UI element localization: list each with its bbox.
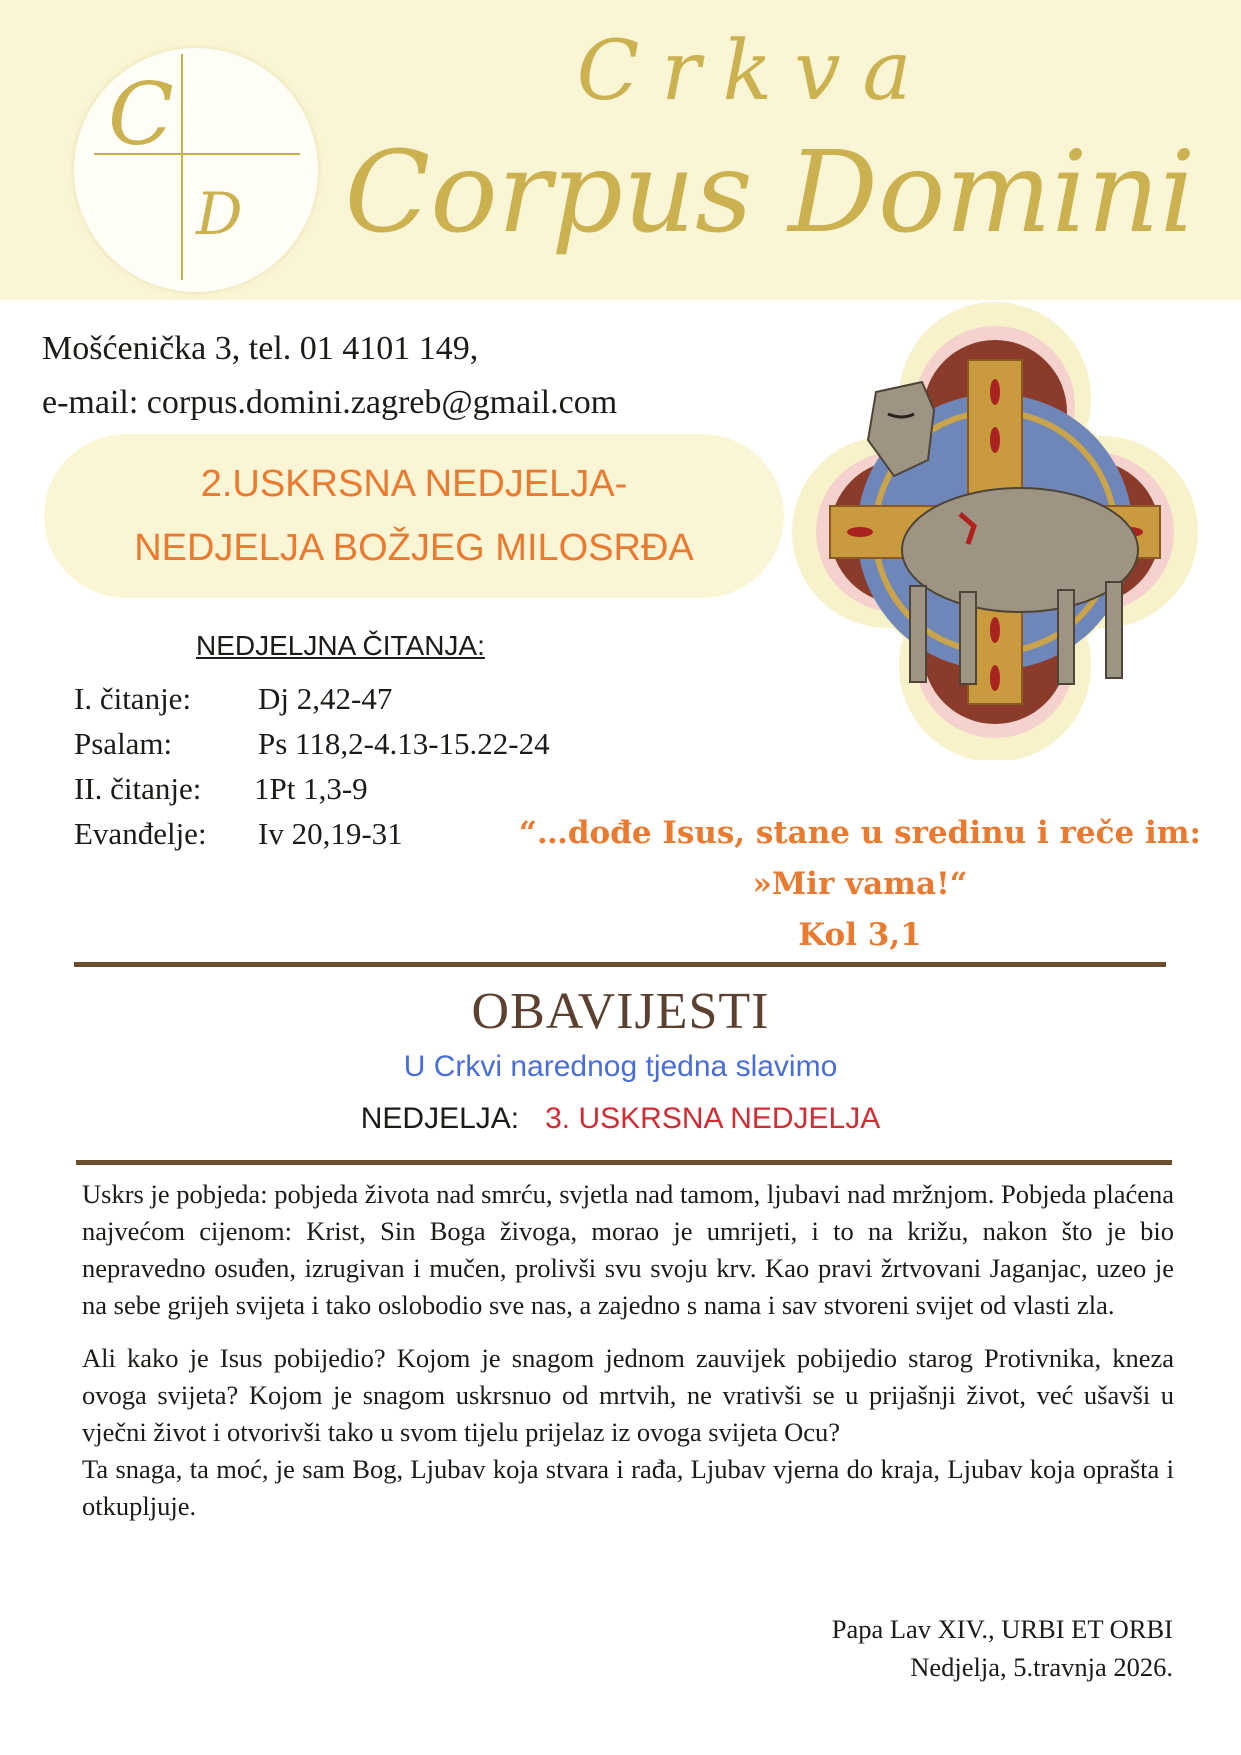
logo-letter-d: D [196, 180, 243, 248]
reading-name: II. čitanje: [74, 771, 202, 806]
reading-ref: Ps 118,2-4.13-15.22-24 [258, 726, 550, 761]
reading-ref: Dj 2,42-47 [258, 681, 393, 716]
church-logo [74, 48, 318, 292]
logo-letter-c: C [108, 65, 174, 165]
quote-line-1: “…dođe Isus, stane u sredinu i reče im: [518, 815, 1201, 851]
quote-line-2: »Mir vama!“ [752, 866, 968, 902]
signature [832, 1610, 1173, 1686]
address-line: Mošćenička 3, tel. 01 4101 149, [42, 330, 479, 367]
reading-ref: 1Pt 1,3-9 [254, 771, 368, 806]
gospel-quote [480, 808, 1240, 961]
homily-paragraph: Uskrs je pobjeda: pobjeda života nad smrću, svjetla nad tamom, ljubavi nad mržnjom. Pobjeda plaćena najvećom cijenom: Krist, Sin Boga živoga, morao je umrijeti, i to na križu, nakon što je bio nepravedno osuđen, izrugivan i mučen, prolivši svu svoju krv. Kao pravi žrtvovani Jaganjac, uzeo je na sebe grijeh svijeta i tako oslobodio sve nas, a zajedno s nama i sav stvoreni svijet od vlasti zla. [82, 1179, 1174, 1320]
announcements-subheading: U Crkvi narednog tjedna slavimo [403, 1050, 838, 1083]
lamb-of-god-image [790, 300, 1200, 760]
email-line: e-mail: corpus.domini.zagreb@gmail.com [42, 384, 618, 421]
title-crkva: Crkva [576, 24, 934, 119]
contact-block [42, 322, 617, 430]
divider-top [74, 962, 1166, 967]
cd-monogram-icon [74, 48, 318, 292]
announcements-heading: OBAVIJESTI [471, 983, 770, 1040]
feast-title [44, 452, 784, 580]
quote-reference: Kol 3,1 [798, 917, 922, 953]
signature-author: Papa Lav XIV., URBI ET ORBI [831, 1614, 1173, 1644]
title-corpus-domini: Corpus Domini [344, 128, 1196, 258]
feast-line-1: 2.USKRSNA NEDJELJA- [200, 463, 628, 505]
homily-paragraph: Ali kako je Isus pobijedio? Kojom je snagom jednom zauvijek pobijedio starog Protivnika, kneza ovoga svijeta? Kojom je snagom uskrsnuo od mrtvih, ne vrativši se u prijašnji život, već ušavši u vječni život i otvorivši tako u svom tijelu prijelaz iz ovoga svijeta Ocu? [82, 1343, 1174, 1447]
divider-bottom [76, 1160, 1172, 1165]
homily-paragraph: Ta snaga, ta moć, je sam Bog, Ljubav koja stvara i rađa, Ljubav vjerna do kraja, Ljubav koja oprašta i otkupljuje. [82, 1454, 1174, 1521]
readings-heading: NEDJELJNA ČITANJA: [196, 630, 485, 661]
reading-name: Psalam: [74, 726, 173, 761]
feast-line-2: NEDJELJA BOŽJEG MILOSRĐA [134, 527, 694, 569]
reading-name: I. čitanje: [74, 681, 192, 716]
homily-text [82, 1176, 1174, 1525]
reading-ref: Iv 20,19-31 [258, 816, 403, 851]
reading-name: Evanđelje: [74, 816, 207, 851]
next-sunday [0, 1102, 1241, 1136]
next-sunday-label: NEDJELJA: [360, 1102, 520, 1135]
signature-date: Nedjelja, 5.travnja 2026. [910, 1652, 1173, 1682]
next-sunday-value: 3. USKRSNA NEDJELJA [545, 1102, 881, 1135]
